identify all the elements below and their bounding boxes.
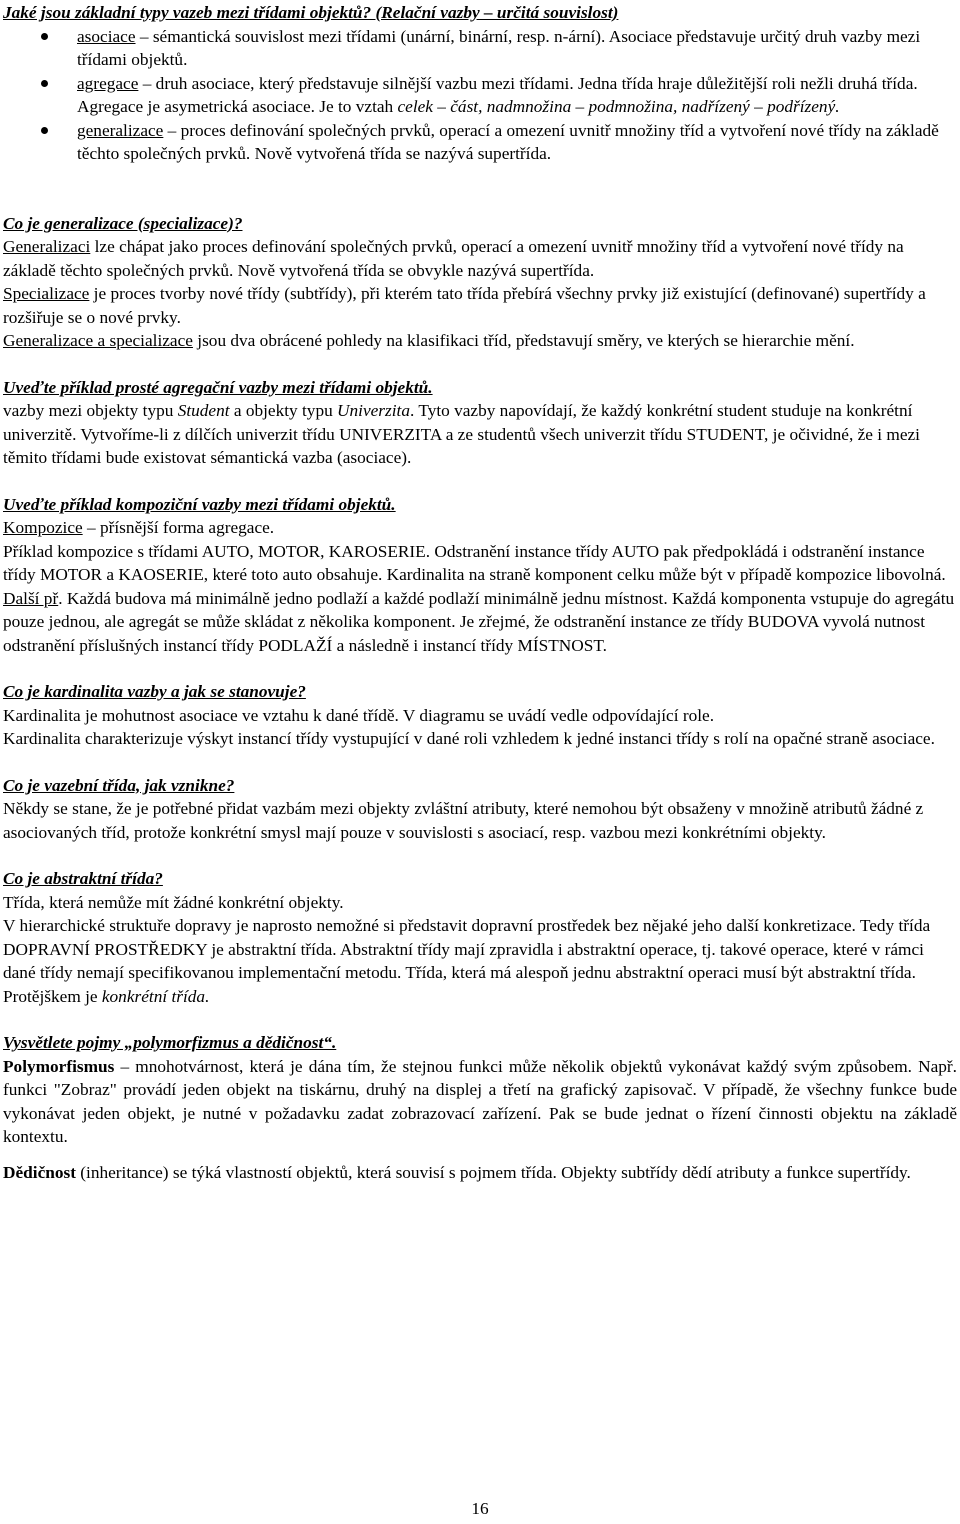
text-kompozice: – přísnější forma agregace. (82, 518, 275, 537)
paragraph-inheritance (3, 1161, 957, 1185)
heading-abstract-class: Co je abstraktní třída? (3, 869, 163, 888)
term-generalizace: generalizace (77, 120, 164, 140)
text-generalizaci: lze chápat jako proces definování společných prvků, operací a omezení uvnitř množiny tříd a vytvoření nové třídy na základě těchto společných prvků. Nově vytvořená třída se obvykle nazývá supertřída. (3, 237, 904, 280)
text-comp-2: . Každá budova má minimálně jedno podlaží a každé podlaží minimálně jednu místnost. Každá komponenta vstupuje do agregátu pouze jednou, ale agregát se může skládat z několika komponent. Je zřejmé, že odstranění instance ze třídy BUDOVA vyvolá nutnost odstranění příslušných instancí třídy PODLAŽÍ a následně i instancí třídy MÍSTNOST. (3, 588, 955, 655)
term-generalizaci: Generalizaci (3, 237, 91, 256)
heading-polymorphism-inheritance: Vysvětlete pojmy „polymorfizmus a dědičnost“. (3, 1033, 337, 1052)
term-asociace: asociace (77, 26, 136, 46)
heading-composition-example: Uveďte příklad kompoziční vazby mezi třídami objektů. (3, 494, 396, 514)
heading-cardinality: Co je kardinalita vazby a jak se stanovuje? (3, 682, 306, 701)
heading-aggregation-example: Uveďte příklad prosté agregační vazby mezi třídami objektů. (3, 377, 433, 397)
page-content (3, 1, 957, 1184)
text-gen-spec: jsou dva obrácené pohledy na klasifikaci tříd, představují směry, ve kterých se hierarchie mění. (192, 331, 855, 350)
text-abstract-2: V hierarchické struktuře dopravy je naprosto nemožné si představit dopravní prostředek bez nějaké jeho další konkretizace. Tedy třída DOPRAVNÍ PROSTŘEDKY je abstraktní třída. Abstraktní třídy mají zpravidla i abstraktní operace, tj. takové operace, které v rámci dané třídy nemají specifikovanou implementační metodu. Třída, která má alespoň jednu abstraktní operaci musí být abstraktní třída. Protějškem je (3, 916, 931, 1006)
text-agregace-italic: celek – část, nadmnožina – podmnožina, nadřízený – podřízený. (397, 97, 840, 116)
text-asociace: – sémantická souvislost mezi třídami (unární, binární, resp. n-ární). Asociace představuje určitý druh vazby mezi třídami objektů. (77, 26, 921, 69)
term-agregace: agregace (77, 73, 139, 93)
list-item-asociace (3, 25, 957, 72)
text-polymorfismus: – mnohotvárnost, která je dána tím, že stejnou funkci může několik objektů vykonávat každý svým způsobem. Např. funkci "Zobraz" provádí jeden objekt na tiskárnu, druhý na displej a třetí na grafický zapisovač. V případě, že všechny funkce bude vykonávat jeden objekt, je nutné v požadavku zadat zobrazovací zařízení. Pak se bude jednat o řízení činnosti objektu na základě kontextu. (3, 1056, 957, 1146)
text-agg-2: a objekty typu (229, 401, 338, 420)
paragraph-composition-example (3, 540, 957, 658)
term-polymorfismus: Polymorfismus (3, 1056, 115, 1076)
text-konkretni-trida: konkrétní třída. (101, 986, 210, 1006)
text-student: Student (177, 401, 230, 420)
text-generalizace: – proces definování společných prvků, operací a omezení uvnitř množiny tříd a vytvoření nové třídy na základě těchto společných prvků. Nově vytvořená třída se nazývá supertřída. (77, 120, 939, 163)
term-gen-spec: Generalizace a specializace (3, 331, 193, 350)
paragraph-polymorphism (3, 1055, 957, 1149)
paragraph-cardinality-1: Kardinalita je mohutnost asociace ve vztahu k dané třídě. V diagramu se uvádí vedle odpovídající role. (3, 705, 715, 725)
paragraph-generalization (3, 235, 957, 282)
paragraph-cardinality-2: Kardinalita charakterizuje výskyt instancí třídy vystupující v dané roli vzhledem k jedné instanci třídy s rolí na opačné straně asociace. (3, 729, 935, 748)
list-item-agregace (3, 72, 957, 119)
text-dalsi-pr: Další př (3, 588, 59, 608)
term-kompozice: Kompozice (3, 518, 83, 537)
paragraph-specialization (3, 282, 957, 329)
text-agregace: – druh asociace, který představuje silnější vazbu mezi třídami. Jedna třída hraje důležitější roli nežli druhá třída. Agregace je asymetrická asociace. Je to vztah (77, 73, 918, 116)
paragraph-gen-spec (3, 329, 957, 353)
list-item-generalizace (3, 119, 957, 166)
relation-types-list (3, 25, 957, 166)
term-dedicnost: Dědičnost (3, 1162, 76, 1182)
paragraph-abstract-1: Třída, která nemůže mít žádné konkrétní objekty. (3, 892, 344, 912)
heading-types-of-relations: Jaké jsou základní typy vazeb mezi třídami objektů? (Relační vazby – určitá souvislost) (3, 3, 619, 22)
heading-generalization: Co je generalizace (specializace)? (3, 213, 243, 233)
paragraph-composition-def (3, 516, 957, 540)
text-agg-3: . Tyto vazby napovídají, že každý konkrétní student studuje na konkrétní univerzitě. Vytvoříme-li z dílčích univerzit třídu UNIVERZITA a ze studentů všech univerzit třídu STUDENT, je očividné, že i mezi těmito třídami bude existovat sémantická vazba (asociace). (3, 401, 920, 467)
heading-association-class: Co je vazební třída, jak vznikne? (3, 775, 235, 795)
text-univerzita: Univerzita (337, 401, 411, 420)
text-dedicnost: (inheritance) se týká vlastností objektů, která souvisí s pojmem třída. Objekty subtřídy dědí atributy a funkce supertřídy. (75, 1162, 911, 1182)
text-agg-1: vazby mezi objekty typu (3, 401, 178, 420)
text-specializace: je proces tvorby nové třídy (subtřídy), při kterém tato třída přebírá všechny prvky již existující (definované) supertřídy a rozšiřuje se o nové prvky. (3, 284, 926, 327)
page-number: 16 (471, 1499, 489, 1518)
term-specializace: Specializace (3, 284, 90, 303)
paragraph-association-class: Někdy se stane, že je potřebné přidat vazbám mezi objekty zvláštní atributy, které nemohou být obsaženy v množině atributů žádné z asociovaných tříd, protože konkrétní smysl mají pouze v souvislosti s asociací, resp. vazbou mezi konkrétními objekty. (3, 799, 924, 842)
paragraph-abstract-2 (3, 914, 957, 1008)
paragraph-aggregation-example (3, 399, 957, 470)
text-comp-1: Příklad kompozice s třídami AUTO, MOTOR, KAROSERIE. Odstranění instance třídy AUTO pak předpokládá i odstranění instance třídy MOTOR a KAOSERIE, které toto auto obsahuje. Kardinalita na straně komponent celku může být v případě kompozice libovolná. (3, 541, 946, 584)
